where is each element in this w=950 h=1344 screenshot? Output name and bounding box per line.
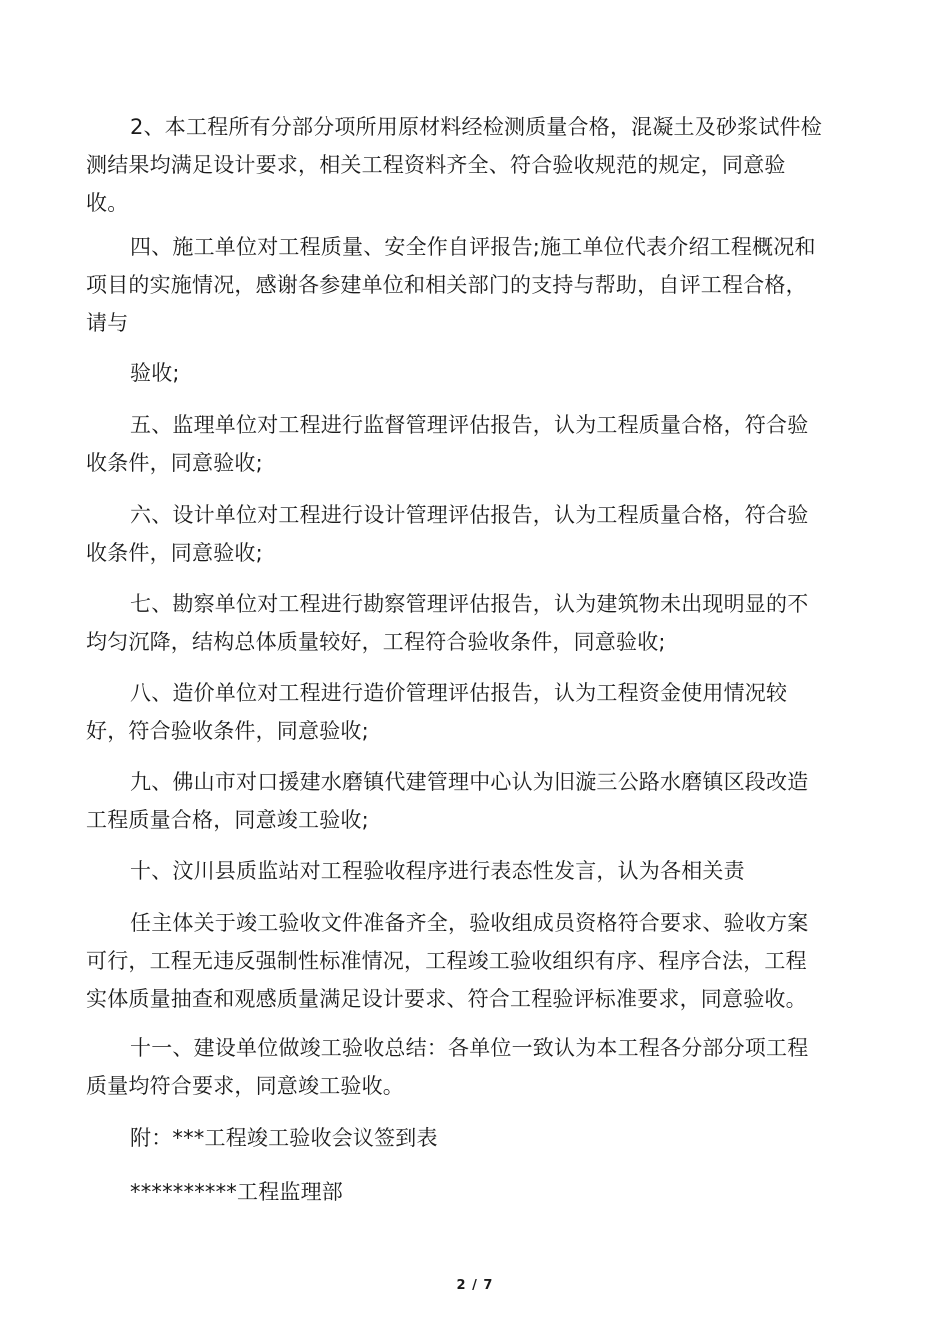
paragraph-line: 六、设计单位对工程进行设计管理评估报告，认为工程质量合格，符合验 — [130, 503, 809, 527]
paragraph-line: 工程质量合格，同意竣工验收; — [86, 808, 369, 832]
paragraph-line: 十一、建设单位做竣工验收总结：各单位一致认为本工程各分部分项工程 — [130, 1036, 809, 1060]
paragraph-line: 均匀沉降，结构总体质量较好，工程符合验收条件，同意验收; — [86, 630, 666, 654]
paragraph-line: 附：***工程竣工验收会议签到表 — [130, 1126, 438, 1150]
paragraph-attachment — [86, 1119, 856, 1157]
paragraph-cost-report — [86, 674, 856, 750]
paragraph-signature-org — [86, 1173, 856, 1211]
paragraph-summary — [86, 1029, 856, 1105]
paragraph-line: 2、本工程所有分部分项所用原材料经检测质量合格，混凝土及砂浆试件检 — [130, 115, 822, 139]
paragraph-contractor-self-evaluation — [86, 228, 856, 342]
paragraph-line: 可行，工程无违反强制性标准情况，工程竣工验收组织有序、程序合法，工程 — [86, 949, 807, 973]
paragraph-line: 好，符合验收条件，同意验收; — [86, 719, 369, 743]
paragraph-line: 收条件，同意验收; — [86, 541, 263, 565]
paragraph-line: 八、造价单位对工程进行造价管理评估报告，认为工程资金使用情况较 — [130, 681, 788, 705]
paragraph-line: 九、佛山市对口援建水磨镇代建管理中心认为旧漩三公路水磨镇区段改造 — [130, 770, 809, 794]
paragraph-line: 质量均符合要求，同意竣工验收。 — [86, 1074, 404, 1098]
page-indicator: 2 / 7 — [456, 1278, 494, 1293]
paragraph-design-report — [86, 496, 856, 572]
paragraph-line: 验收; — [130, 361, 180, 385]
paragraph-line: 十、汶川县质监站对工程验收程序进行表态性发言，认为各相关责 — [130, 859, 745, 883]
paragraph-line: 项目的实施情况，感谢各参建单位和相关部门的支持与帮助，自评工程合格， — [86, 273, 807, 297]
paragraph-management-center — [86, 763, 856, 839]
paragraph-line: 收。 — [86, 191, 129, 215]
paragraph-line: 请与 — [86, 311, 129, 335]
paragraph-responsibility — [86, 904, 856, 1018]
paragraph-line: 收条件，同意验收; — [86, 451, 263, 475]
paragraph-acceptance — [86, 354, 856, 392]
paragraph-line: 七、勘察单位对工程进行勘察管理评估报告，认为建筑物未出现明显的不 — [130, 592, 809, 616]
paragraph-line: **********工程监理部 — [130, 1180, 343, 1204]
paragraph-quality-station — [86, 852, 856, 890]
paragraph-line: 四、施工单位对工程质量、安全作自评报告;施工单位代表介绍工程概况和 — [130, 235, 816, 259]
paragraph-line: 任主体关于竣工验收文件准备齐全，验收组成员资格符合要求、验收方案 — [130, 911, 809, 935]
paragraph-line: 五、监理单位对工程进行监督管理评估报告，认为工程质量合格，符合验 — [130, 413, 809, 437]
paragraph-line: 测结果均满足设计要求，相关工程资料齐全、符合验收规范的规定，同意验 — [86, 153, 786, 177]
paragraph-supervision-report — [86, 406, 856, 482]
paragraph-materials-qualified — [86, 108, 856, 222]
paragraph-survey-report — [86, 585, 856, 661]
paragraph-line: 实体质量抽查和观感质量满足设计要求、符合工程验评标准要求，同意验收。 — [86, 987, 807, 1011]
